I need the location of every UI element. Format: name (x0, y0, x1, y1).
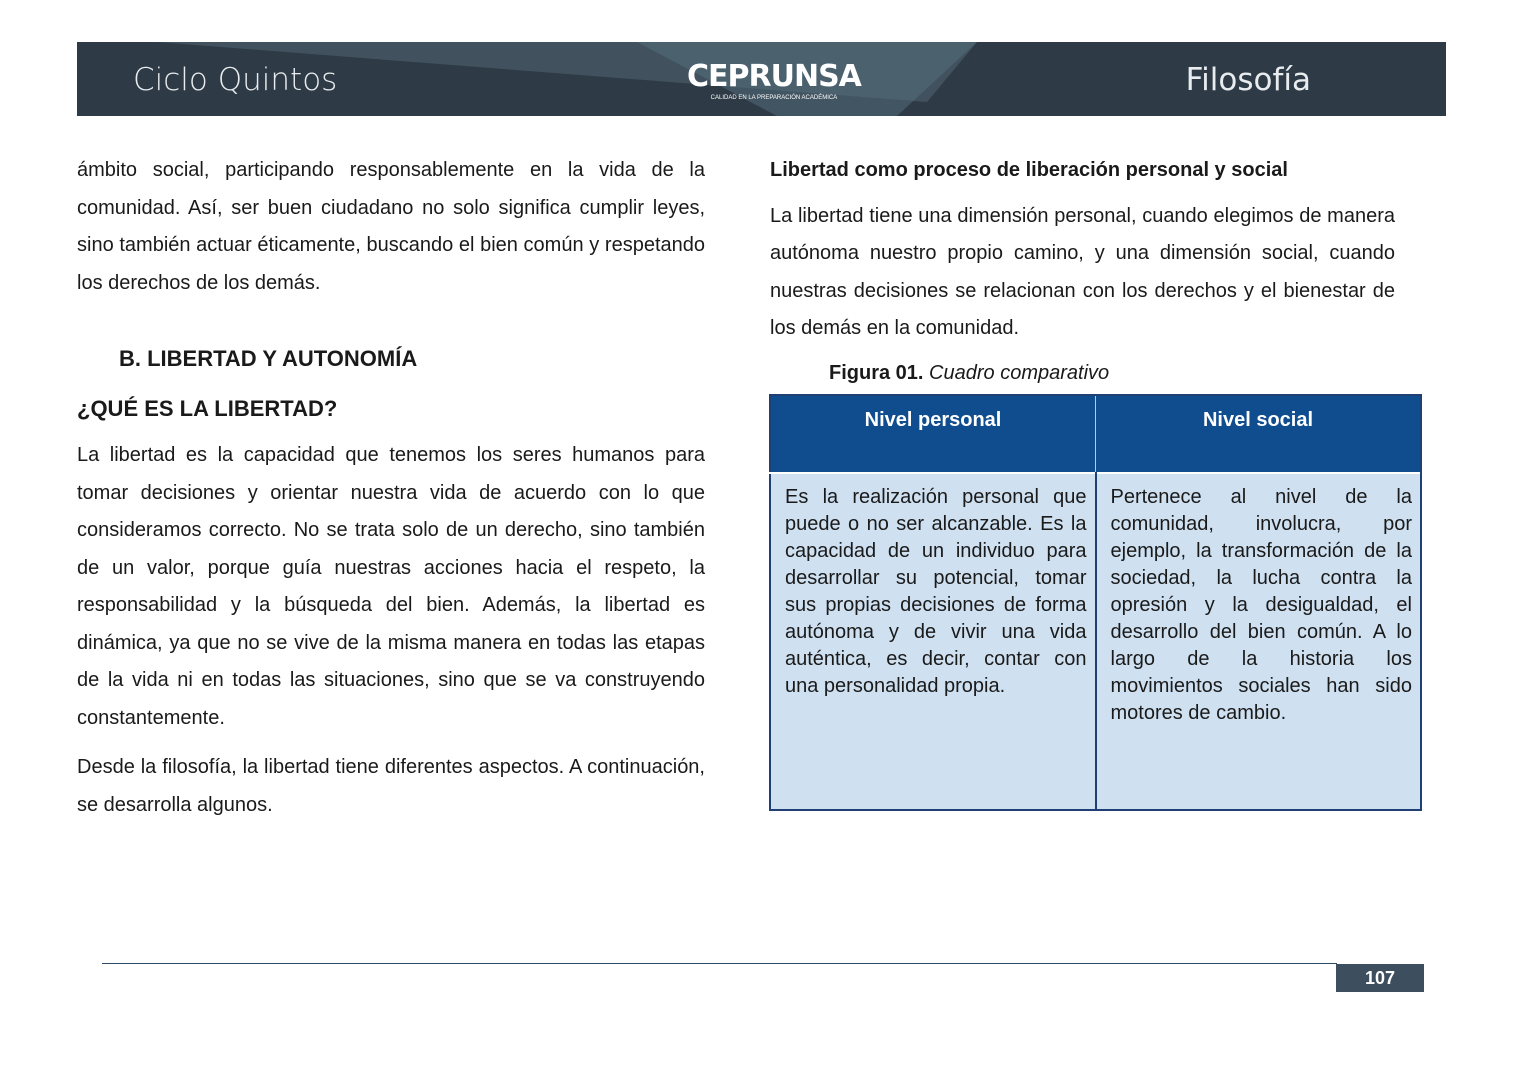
subsection-heading: ¿QUÉ ES LA LIBERTAD? (77, 395, 338, 421)
comparison-table (769, 394, 1422, 811)
subheading: Libertad como proceso de liberación personal y social (770, 159, 1288, 181)
section-heading: B. LIBERTAD Y AUTONOMÍA (119, 346, 418, 371)
left-column (77, 152, 705, 824)
figure-title: Cuadro comparativo (929, 361, 1110, 384)
paragraph: ámbito social, participando responsablemente en la vida de la comunidad. Así, ser buen ciudadano no solo significa cumplir leyes, sino también actuar éticamente, buscando el bien común y respetando los derechos de los demás. (77, 159, 705, 294)
course-cycle: Ciclo Quintos (133, 62, 338, 98)
table-header: Nivel social (1096, 395, 1422, 473)
figure-label: Figura 01. (829, 361, 924, 384)
logo-tagline: CALIDAD EN LA PREPARACIÓN ACADÉMICA (710, 95, 838, 101)
right-column (770, 152, 1422, 811)
page-number: 107 (1336, 964, 1424, 992)
logo-text: CEPRUNSA (687, 59, 861, 94)
footer-divider (102, 963, 1337, 964)
subject-name: Filosofía (1185, 62, 1311, 98)
paragraph: Desde la filosofía, la libertad tiene diferentes aspectos. A continuación, se desarrolla algunos. (77, 756, 705, 816)
table-header: Nivel personal (770, 395, 1096, 473)
page-header (77, 42, 1446, 116)
figure-caption (829, 358, 1422, 388)
paragraph: La libertad es la capacidad que tenemos los seres humanos para tomar decisiones y orientar nuestra vida de acuerdo con lo que consideramos correcto. No se trata solo de un derecho, sino también de un valor, porque guía nuestras acciones hacia el respeto, la responsabilidad y la búsqueda del bien. Además, la libertad es dinámica, ya que no se vive de la misma manera en todas las etapas de la vida ni en todas las situaciones, sino que se va construyendo constantemente. (77, 444, 705, 729)
paragraph: La libertad tiene una dimensión personal, cuando elegimos de manera autónoma nuestro propio camino, y una dimensión social, cuando nuestras decisiones se relacionan con los derechos y el bienestar de los demás en la comunidad. (770, 204, 1395, 339)
ceprunsa-logo (687, 60, 861, 102)
table-cell: Es la realización personal que puede o no ser alcanzable. Es la capacidad de un individuo para desarrollar su potencial, tomar sus propias decisiones de forma autónoma y de vivir una vida auténtica, es decir, contar con una personalidad propia. (770, 473, 1096, 810)
table-cell: Pertenece al nivel de la comunidad, involucra, por ejemplo, la transformación de la sociedad, la lucha contra la opresión y la desigualdad, el desarrollo del bien común. A lo largo de la historia los movimientos sociales han sido motores de cambio. (1096, 473, 1422, 810)
